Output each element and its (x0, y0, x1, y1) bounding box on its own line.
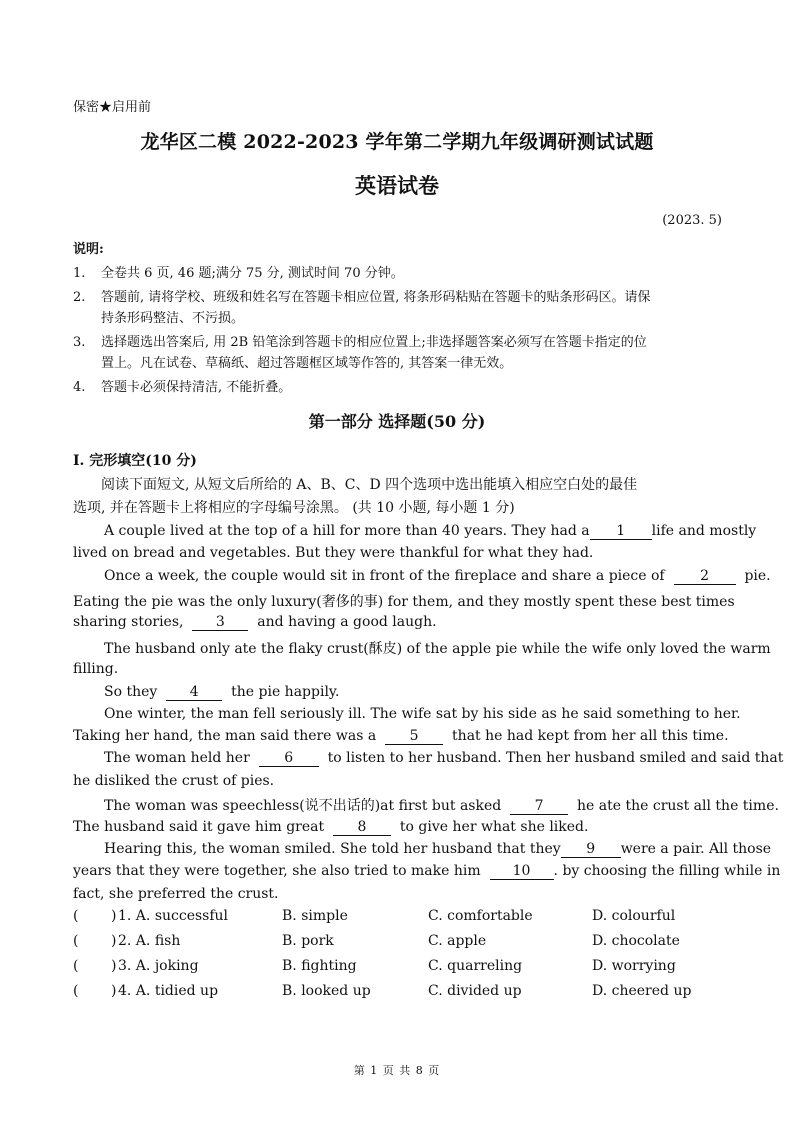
blank-8: 8 (333, 820, 391, 836)
blank-3: 3 (192, 615, 248, 631)
question-option-d: D. cheered up (592, 983, 692, 999)
blank-10: 10 (490, 864, 554, 880)
instructions-label: 说明: (73, 242, 104, 257)
passage-line (104, 795, 779, 815)
instruction-number: 2. (73, 290, 86, 305)
blank-4: 4 (166, 685, 222, 701)
passage-text: life and mostly (651, 523, 757, 539)
passage-line: fact, she preferred the crust. (73, 886, 279, 902)
answer-paren-open: ( (73, 983, 79, 999)
directions-line: 选项, 并在答题卡上将相应的字母编号涂黑。 (共 10 小题, 每小题 1 分) (73, 500, 515, 516)
passage-line (73, 819, 588, 836)
blank-9: 9 (561, 842, 621, 858)
passage-line (104, 750, 783, 767)
passage-text: the pie happily. (231, 684, 340, 700)
instruction-item (73, 376, 291, 395)
passage-text: Hearing this, the woman smiled. She told her husband that they (104, 841, 561, 857)
passage-line: One winter, the man fell seriously ill. The wife sat by his side as he said something to her. (104, 706, 741, 722)
passage-text: he ate the crust all the time. (577, 798, 779, 814)
passage-text: . by choosing the filling while in (553, 863, 781, 879)
question-option-b: B. pork (282, 933, 334, 949)
passage-text: sharing stories, (73, 614, 184, 630)
page-footer: 第 1 页 共 8 页 (353, 1064, 441, 1077)
passage-line: The husband only ate the flaky crust(酥皮) of the apple pie while the wife only loved the warm (104, 641, 771, 657)
answer-paren-close: ) (111, 933, 117, 949)
answer-paren-open: ( (73, 933, 79, 949)
instruction-item (73, 262, 404, 281)
question-option-c: C. comfortable (428, 908, 533, 924)
part-title: 第一部分 选择题(50 分) (308, 412, 486, 431)
passage-line: lived on bread and vegetables. But they were thankful for what they had. (73, 545, 594, 561)
question-option-a: 2. A. fish (118, 933, 181, 949)
instruction-text: 全卷共 6 页, 46 题;满分 75 分, 测试时间 70 分钟。 (101, 266, 404, 281)
passage-line (104, 684, 339, 701)
section-title: I. 完形填空(10 分) (73, 453, 197, 469)
instruction-text: 选择题选出答案后, 用 2B 铅笔涂到答题卡的相应位置上;非选择题答案必须写在答题卡指定的位 (101, 335, 647, 350)
instruction-number: 1. (73, 266, 86, 281)
question-option-d: D. colourful (592, 908, 676, 924)
passage-line: filling. (73, 661, 119, 677)
instruction-number: 4. (73, 380, 86, 395)
directions-line: 阅读下面短文, 从短文后所给的 A、B、C、D 四个选项中选出能填入相应空白处的最佳 (101, 477, 638, 493)
passage-text: The woman was speechless(说不出话的)at first but asked (104, 798, 502, 814)
passage-line (73, 728, 729, 745)
question-option-a: 3. A. joking (118, 958, 199, 974)
instruction-text: 答题卡必须保持清洁, 不能折叠。 (101, 380, 292, 395)
passage-text: Once a week, the couple would sit in front of the fireplace and share a piece of (104, 568, 665, 584)
blank-7: 7 (510, 799, 568, 815)
exam-date: (2023. 5) (662, 213, 722, 228)
passage-line (104, 523, 756, 540)
blank-6: 6 (259, 751, 319, 767)
passage-text: A couple lived at the top of a hill for more than 40 years. They had a (104, 523, 590, 539)
exam-title: 龙华区二模 2022-2023 学年第二学期九年级调研测试试题 (140, 131, 654, 153)
passage-text: pie. (744, 568, 771, 584)
question-option-a: 4. A. tidied up (118, 983, 219, 999)
passage-line: Eating the pie was the only luxury(奢侈的事) for them, and they mostly spent these best times (73, 594, 735, 610)
question-option-b: B. fighting (282, 958, 357, 974)
passage-line (73, 614, 437, 631)
answer-paren-close: ) (111, 958, 117, 974)
instruction-text-cont: 持条形码整洁、不污损。 (101, 311, 245, 326)
passage-text: were a pair. All those (620, 841, 772, 857)
question-option-c: C. divided up (428, 983, 522, 999)
confidential-mark: 保密★启用前 (73, 100, 152, 115)
instruction-text: 答题前, 请将学校、班级和姓名写在答题卡相应位置, 将条形码粘贴在答题卡的贴条形码区。请保 (101, 290, 651, 305)
instruction-number: 3. (73, 335, 86, 350)
exam-subtitle: 英语试卷 (355, 173, 439, 198)
question-option-c: C. apple (428, 933, 487, 949)
blank-1: 1 (590, 524, 652, 540)
passage-line (104, 841, 771, 858)
question-option-c: C. quarreling (428, 958, 523, 974)
question-option-b: B. simple (282, 908, 348, 924)
instruction-item (73, 286, 651, 305)
passage-text: that he had kept from her all this time. (452, 728, 729, 744)
blank-2: 2 (674, 569, 736, 585)
answer-paren-close: ) (111, 983, 117, 999)
passage-line (73, 863, 780, 880)
passage-line (104, 568, 771, 585)
instruction-item (73, 331, 647, 350)
passage-text: Taking her hand, the man said there was a (73, 728, 377, 744)
answer-paren-open: ( (73, 958, 79, 974)
passage-text: The husband said it gave him great (73, 819, 325, 835)
question-option-d: D. chocolate (592, 933, 680, 949)
passage-text: The woman held her (104, 750, 250, 766)
instruction-text-cont: 置上。凡在试卷、草稿纸、超过答题框区域等作答的, 其答案一律无效。 (101, 356, 513, 371)
passage-text: years that they were together, she also tried to make him (73, 863, 481, 879)
passage-text: to give her what she liked. (399, 819, 589, 835)
answer-paren-close: ) (111, 908, 117, 924)
passage-text: So they (104, 684, 158, 700)
question-option-b: B. looked up (282, 983, 371, 999)
passage-text: and having a good laugh. (257, 614, 437, 630)
blank-5: 5 (385, 729, 443, 745)
question-option-a: 1. A. successful (118, 908, 229, 924)
passage-text: to listen to her husband. Then her husband smiled and said that (327, 750, 784, 766)
passage-line: he disliked the crust of pies. (73, 773, 275, 789)
answer-paren-open: ( (73, 908, 79, 924)
question-option-d: D. worrying (592, 958, 676, 974)
